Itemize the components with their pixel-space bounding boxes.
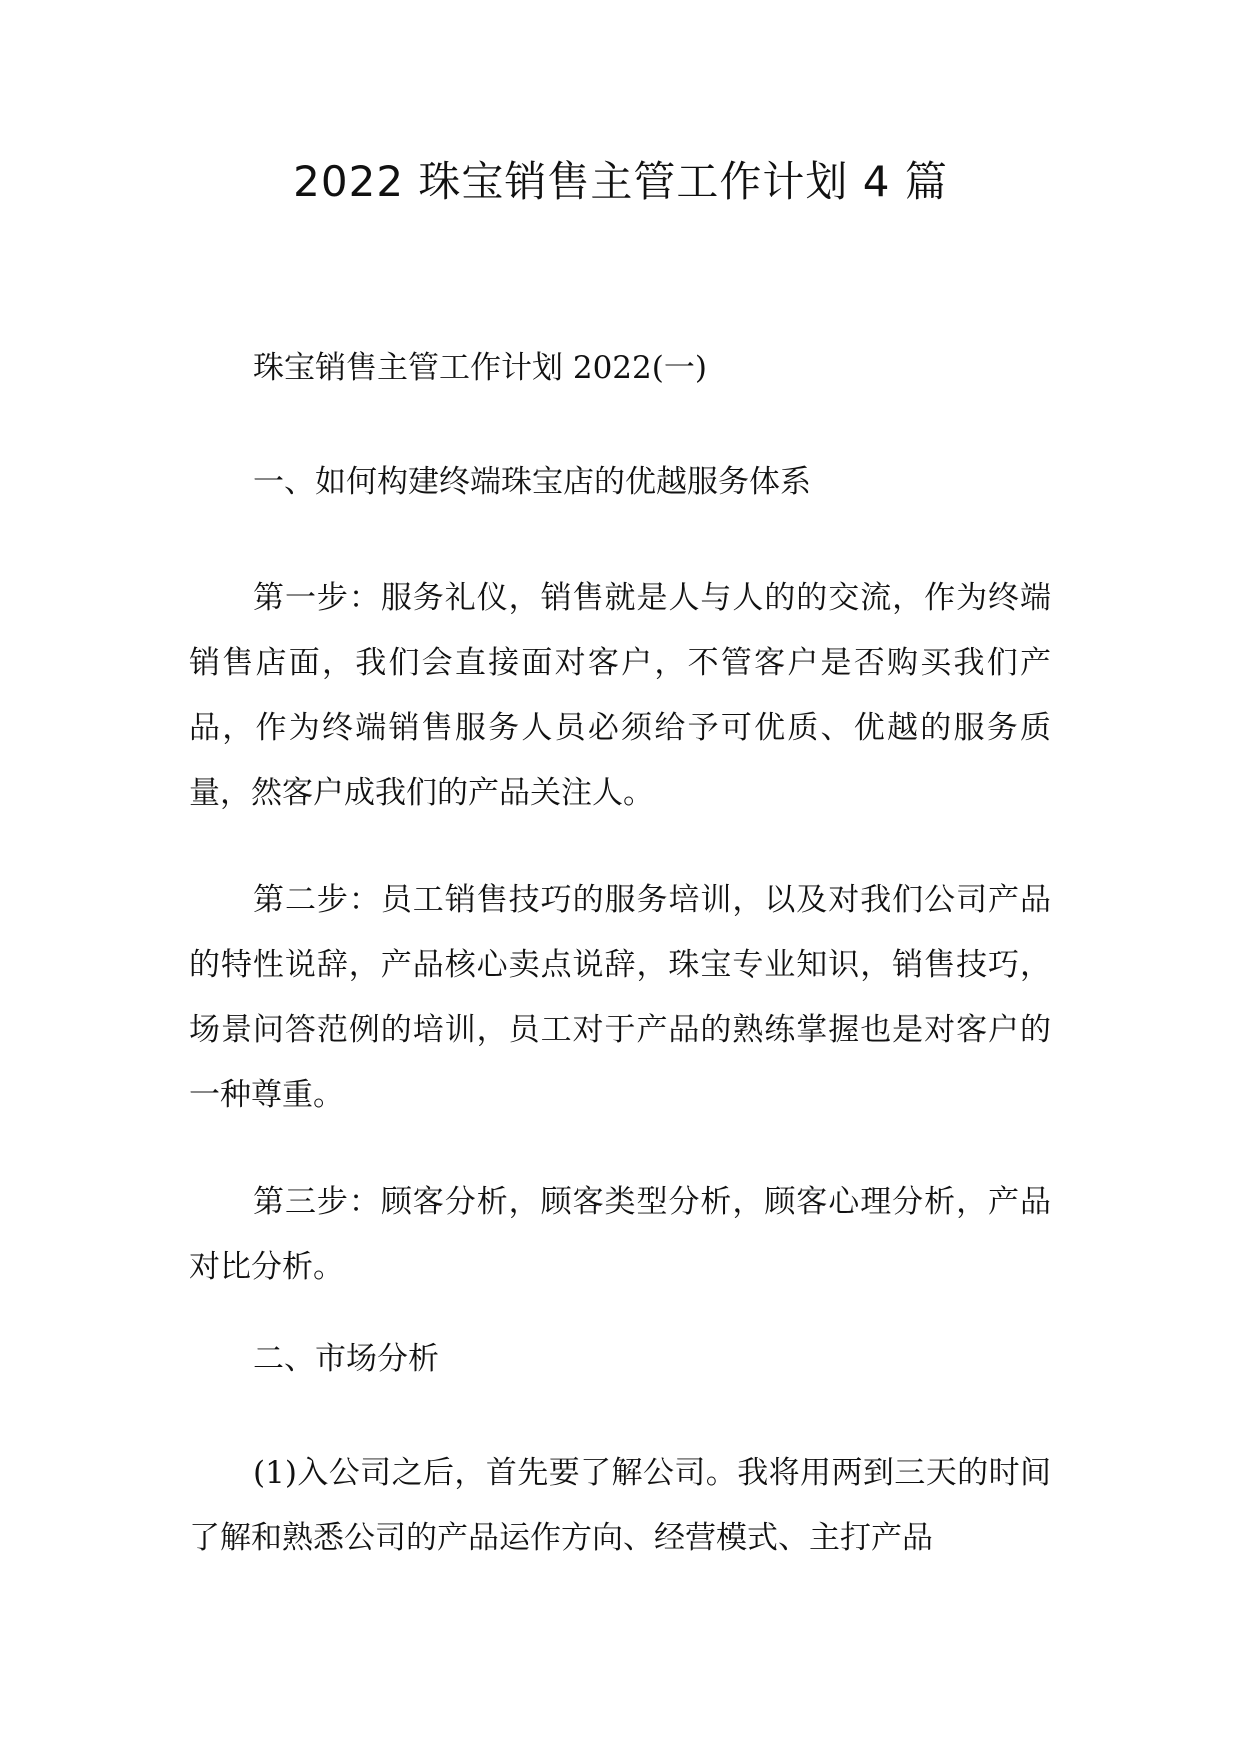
paragraph-market-analysis-1: (1)入公司之后，首先要了解公司。我将用两到三天的时间了解和熟悉公司的产品运作方向、经营模式、主打产品	[189, 1455, 1051, 1556]
paragraph-step-3: 第三步：顾客分析，顾客类型分析，顾客心理分析，产品对比分析。	[189, 1184, 1051, 1285]
paragraph-section-heading-2: 二、市场分析	[253, 1341, 439, 1377]
document-title: 2022 珠宝销售主管工作计划 4 篇	[293, 157, 948, 206]
paragraph-step-1: 第一步：服务礼仪，销售就是人与人的的交流，作为终端销售店面，我们会直接面对客户，不管客户是否购买我们产品，作为终端销售服务人员必须给予可优质、优越的服务质量，然客户成我们的产品关注人。	[189, 580, 1051, 811]
paragraph-step-2: 第二步：员工销售技巧的服务培训，以及对我们公司产品的特性说辞，产品核心卖点说辞，珠宝专业知识，销售技巧，场景问答范例的培训，员工对于产品的熟练掌握也是对客户的一种尊重。	[189, 882, 1051, 1113]
paragraph-section-heading-1: 一、如何构建终端珠宝店的优越服务体系	[253, 464, 811, 500]
paragraph-subtitle: 珠宝销售主管工作计划 2022(一)	[253, 350, 707, 386]
